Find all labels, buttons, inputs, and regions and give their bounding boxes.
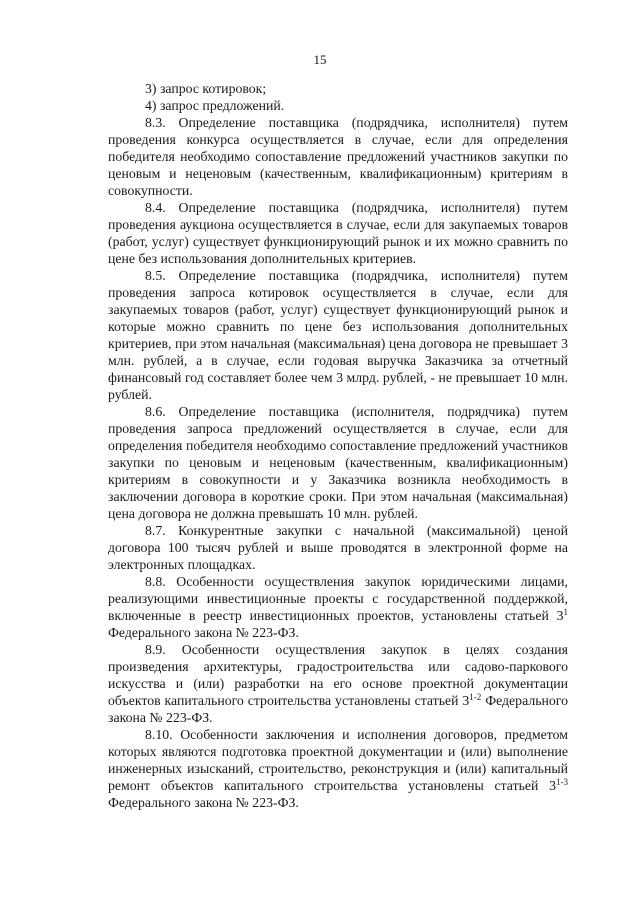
paragraph-8-10-text: 8.10. Особенности заключения и исполнения договоров, предметом которых являются подготовка проектной документации и (или) выполнение инженерных изысканий, строительство, реконструкция и (или) капитальный ремонт объектов капитального строительства установлены статьей 3	[108, 727, 568, 793]
paragraph-8-10-superscript: 1-3	[556, 777, 568, 787]
paragraph-8-8-superscript: 1	[563, 607, 568, 617]
paragraph-8-10	[108, 726, 568, 811]
paragraph-8-8	[108, 573, 568, 641]
paragraph-8-7: 8.7. Конкурентные закупки с начальной (максимальной) ценой договора 100 тысяч рублей и выше проводятся в электронной форме на электронных площадках.	[108, 523, 568, 572]
paragraph-8-4: 8.4. Определение поставщика (подрядчика, исполнителя) путем проведения аукциона осуществляется в случае, если для закупаемых товаров (работ, услуг) существует функционирующий рынок и их можно сравнить по цене без использования дополнительных критериев.	[108, 200, 568, 266]
paragraph-8-9-superscript: 1-2	[469, 692, 482, 702]
paragraph-8-6: 8.6. Определение поставщика (исполнителя, подрядчика) путем проведения запроса предложений осуществляется в случае, если для определения победителя необходимо сопоставление предложений участников закупки по ценовым и неценовым (качественным, квалификационным) критериям в совокупности и у Заказчика возникла необходимость в заключении договора в короткие сроки. При этом начальная (максимальная) цена договора не должна превышать 10 млн. рублей.	[108, 404, 568, 521]
paragraph-8-3: 8.3. Определение поставщика (подрядчика, исполнителя) путем проведения конкурса осуществляется в случае, если для определения победителя необходимо сопоставление предложений участников закупки по ценовым и неценовым (качественным, квалификационным) критериям в совокупности.	[108, 115, 568, 198]
document-body	[108, 80, 568, 811]
paragraph-8-9	[108, 641, 568, 726]
list-item-quotation-request: 3) запрос котировок;	[145, 81, 267, 96]
paragraph-8-9-text: 8.9. Особенности осуществления закупок в целях создания произведения архитектуры, градостроительства или садово-паркового искусства и (или) разработки на его основе проектной документации объектов капитального строительства установлены статьей 3	[108, 642, 568, 708]
page-number: 15	[313, 52, 327, 67]
list-item-proposal-request: 4) запрос предложений.	[145, 98, 285, 113]
paragraph-8-8-tail: Федерального закона № 223-ФЗ.	[108, 625, 299, 640]
paragraph-8-8-text: 8.8. Особенности осуществления закупок юридическими лицами, реализующими инвестиционные проекты с государственной поддержкой, включенные в реестр инвестиционных проектов, установлены статьей 3	[108, 574, 568, 623]
paragraph-8-9-tail: Федерального закона № 223-ФЗ.	[108, 693, 568, 725]
paragraph-8-10-tail: Федерального закона № 223-ФЗ.	[108, 795, 299, 810]
paragraph-8-5: 8.5. Определение поставщика (подрядчика, исполнителя) путем проведения запроса котировок осуществляется в случае, если для закупаемых товаров (работ, услуг) существует функционирующий рынок и которые можно сравнить по цене без использования дополнительных критериев, при этом начальная (максимальная) цена договора не превышает 3 млн. рублей, а в случае, если годовая выручка Заказчика за отчетный финансовый год составляет более чем 3 млрд. рублей, - не превышает 10 млн. рублей.	[108, 268, 568, 402]
